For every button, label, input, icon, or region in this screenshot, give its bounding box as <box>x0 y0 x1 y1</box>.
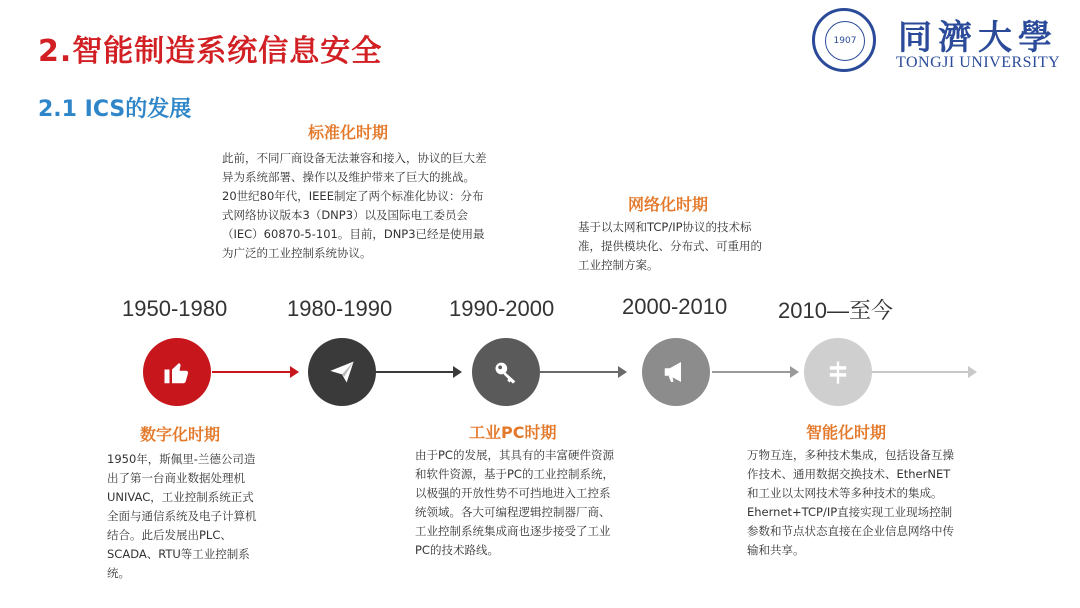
phase-title: 标准化时期 <box>308 123 389 142</box>
year-label: 2010—至今 <box>778 298 893 323</box>
signpost-icon <box>804 338 872 406</box>
section-subtitle: 2.1 ICS的发展 <box>38 97 192 122</box>
phase-title: 网络化时期 <box>628 195 709 214</box>
logo-english-name: TONGJI UNIVERSITY <box>896 54 1061 71</box>
year-label: 1990-2000 <box>449 296 555 321</box>
paper-plane-icon <box>308 338 376 406</box>
key-icon <box>472 338 540 406</box>
year-label: 1980-1990 <box>287 296 393 321</box>
phase-title: 数字化时期 <box>140 425 221 444</box>
phase-description: 由于PC的发展，其具有的丰富硬件资源和软件资源，基于PC的工业控制系统，以极强的开放性势不可挡地进入工控系统领域。各大可编程逻辑控制器厂商、工业控制系统集成商也逐步接受了工业PC的技术路线。 <box>415 448 614 557</box>
phase-description: 基于以太网和TCP/IP协议的技术标准，提供模块化、分布式、可重用的工业控制方案。 <box>578 220 762 272</box>
timeline-segment-3 <box>540 371 620 373</box>
timeline-segment-5 <box>872 371 970 373</box>
arrow-icon <box>290 366 299 378</box>
arrow-icon <box>790 366 799 378</box>
page-title: 2.智能制造系统信息安全 <box>38 34 383 69</box>
megaphone-icon <box>642 338 710 406</box>
arrow-icon <box>968 366 977 378</box>
arrow-icon <box>618 366 627 378</box>
university-logo <box>812 8 1072 76</box>
arrow-icon <box>453 366 462 378</box>
phase-title: 智能化时期 <box>806 423 887 442</box>
timeline-segment-1 <box>212 371 292 373</box>
thumbs-up-icon <box>143 338 211 406</box>
timeline-segment-2 <box>375 371 455 373</box>
logo-chinese-name: 同濟大學 <box>898 18 1058 58</box>
year-label: 2000-2010 <box>622 294 728 319</box>
seal-icon: 1907 <box>812 8 876 72</box>
phase-title: 工业PC时期 <box>469 423 557 442</box>
timeline-segment-4 <box>712 371 792 373</box>
phase-description: 万物互连，多种技术集成，包括设备互操作技术、通用数据交换技术、EtherNET和工业以太网技术等多种技术的集成。Ehernet+TCP/IP直接实现工业现场控制参数和节点状态直接在企业信息网络中传输和共享。 <box>747 448 954 557</box>
phase-description: 1950年，斯佩里-兰德公司造出了第一台商业数据处理机UNIVAC，工业控制系统正式全面与通信系统及电子计算机结合。此后发展出PLC、SCADA、RTU等工业控制系统。 <box>107 452 257 580</box>
year-label: 1950-1980 <box>122 296 228 321</box>
phase-description: 此前，不同厂商设备无法兼容和接入，协议的巨大差异为系统部署、操作以及维护带来了巨大的挑战。20世纪80年代，IEEE制定了两个标准化协议：分布式网络协议版本3（DNP3）以及国际电工委员会（IEC）60870-5-101。目前，DNP3已经是使用最为广泛的工业控制系统协议。 <box>222 151 487 260</box>
